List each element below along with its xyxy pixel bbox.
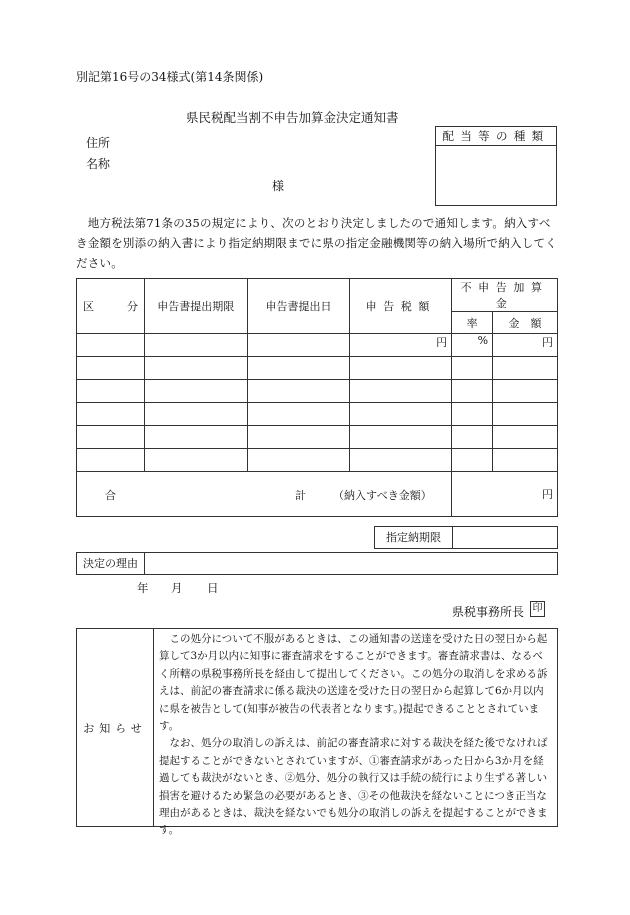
notice-content (159, 631, 553, 840)
deadline-field[interactable] (453, 527, 557, 548)
notice-box (76, 628, 558, 837)
total-unit: 円 (542, 488, 553, 501)
penalty-amount-unit: 円 (493, 334, 558, 357)
total-row (77, 472, 558, 517)
table-row (77, 426, 558, 449)
date-year: 年 (137, 581, 149, 595)
total-left-label: 合 (105, 489, 116, 502)
date-month: 月 (171, 581, 183, 595)
header-rate: 率 (452, 312, 493, 334)
header-filing-date: 申告書提出日 (247, 279, 350, 334)
issuer-title: 県税事務所長 (452, 605, 525, 619)
header-penalty: 不申告加算金 (452, 279, 558, 312)
distribution-type-label: 配当等の種類 (436, 127, 556, 146)
date-day: 日 (207, 581, 219, 595)
seal-stamp: 印 (530, 601, 545, 617)
tax-amount-unit: 円 (350, 334, 452, 357)
reason-label: 決定の理由 (77, 553, 145, 574)
reason-field[interactable] (145, 553, 557, 574)
document-title: 県民税配当割不申告加算金決定通知書 (186, 110, 399, 125)
total-label-cell (77, 472, 452, 517)
rate-unit: % (452, 334, 493, 357)
distribution-type-box (435, 126, 557, 206)
header-filing-deadline: 申告書提出期限 (144, 279, 247, 334)
penalty-table (76, 278, 558, 517)
table-row (77, 380, 558, 403)
notice-paragraph-1: この処分について不服があるときは、この通知書の送達を受けた日の翌日から起算して3か月以内に知事に審査請求をすることができます。審査請求書は、なるべく所轄の県税事務所長を経由して提出してください。この処分の取消しを求める訴えは、前記の審査請求に係る裁決の送達を受けた日の翌日から起算して6か月以内に県を被告として(知事が被告の代表者となります。)提起できることとされています。 (159, 633, 548, 733)
table-row (77, 449, 558, 472)
intro-text: 地方税法第71条の35の規定により、次のとおり決定しましたので通知します。納入すべき金額を別添の納入書により指定納期限までに県の指定金融機関等の納入場所で納入してください。 (76, 216, 557, 270)
table-header-row (77, 279, 558, 312)
total-note: （納入すべき金額） (333, 489, 432, 502)
address-label: 住所 (86, 136, 111, 150)
honorific: 様 (272, 179, 285, 193)
header-tax-amount: 申告税額 (350, 279, 452, 334)
notice-label: お知らせ (77, 629, 154, 826)
total-right-label: 計 (295, 489, 306, 502)
notice-paragraph-2: なお、処分の取消しの訴えは、前記の審査請求に対する裁決を経た後でなければ提起することができないとされていますが、①審査請求があった日から3か月を経過しても裁決がないとき、②処分、処分の執行又は手続の続行により生ずる著しい損害を避けるため緊急の必要があるとき、③その他裁決を経ないことにつき正当な理由があるときは、裁決を経ないでも処分の取消しの訴えを提起することができます。 (159, 737, 548, 837)
table-row (77, 357, 558, 380)
deadline-label: 指定納期限 (375, 527, 453, 548)
total-amount-cell[interactable] (452, 472, 558, 517)
table-row (77, 334, 558, 357)
deadline-box (374, 526, 558, 549)
table-row (77, 403, 558, 426)
reason-box (76, 552, 558, 575)
distribution-type-field[interactable] (436, 146, 556, 206)
header-penalty-amount: 金 額 (493, 312, 558, 334)
name-label: 名称 (86, 157, 111, 171)
form-number: 別記第16号の34様式(第14条関係) (76, 70, 264, 84)
header-category: 区 分 (77, 279, 145, 334)
